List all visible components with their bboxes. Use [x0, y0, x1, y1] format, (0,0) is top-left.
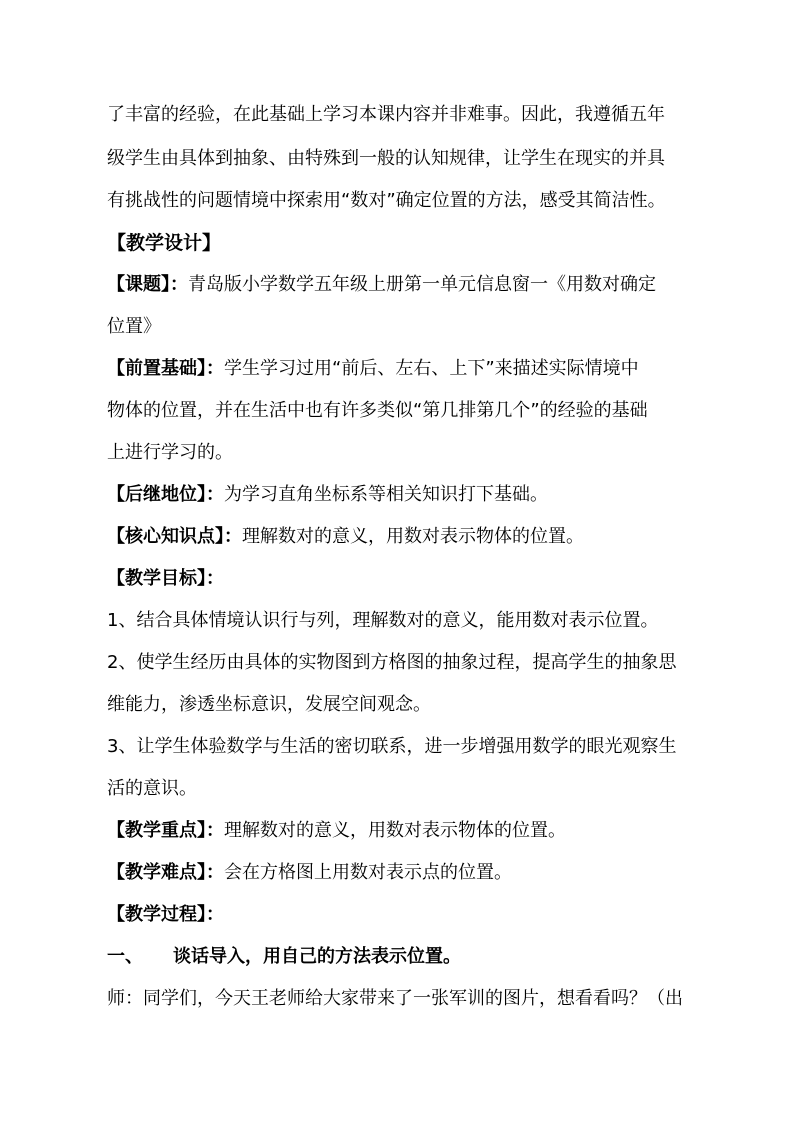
goal-item-2-line-1: 2、使学生经历由具体的实物图到方格图的抽象过程，提高学生的抽象思 [107, 652, 677, 673]
goal-item-3-line-2: 活的意识。 [107, 778, 197, 799]
key-point-line [107, 819, 697, 843]
topic-line-2: 位置》 [107, 316, 161, 337]
intro-line-2: 级学生由具体到抽象、由特殊到一般的认知规律，让学生在现实的并具 [107, 148, 665, 169]
goals-label: 【教学目标】： [107, 568, 224, 589]
intro-line-3: 有挑战性的问题情境中探索用“数对”确定位置的方法，感受其简洁性。 [107, 190, 666, 211]
teacher-line: 师：同学们，今天王老师给大家带来了一张军训的图片，想看看吗？（出 [107, 988, 683, 1009]
topic-text-1: 青岛版小学数学五年级上册第一单元信息窗一《用数对确定 [188, 274, 656, 295]
follow-line [107, 483, 697, 507]
section-title: 【教学设计】 [107, 232, 222, 254]
core-text: 理解数对的意义，用数对表示物体的位置。 [242, 526, 584, 547]
goal-item-3-line-1: 3、让学生体验数学与生活的密切联系，进一步增强用数学的眼光观察生 [107, 736, 677, 757]
difficulty-text: 会在方格图上用数对表示点的位置。 [224, 862, 512, 883]
process-label: 【教学过程】： [107, 904, 224, 925]
intro-line-1: 了丰富的经验，在此基础上学习本课内容并非难事。因此，我遵循五年 [107, 104, 665, 125]
goal-item-2-line-2: 维能力，渗透坐标意识，发展空间观念。 [107, 694, 431, 715]
topic-label: 【课题】： [107, 274, 188, 295]
key-point-text: 理解数对的意义，用数对表示物体的位置。 [224, 820, 566, 841]
prior-label: 【前置基础】： [107, 358, 224, 379]
prior-line-3: 上进行学习的。 [107, 442, 233, 463]
difficulty-line [107, 861, 697, 885]
step-1-title: 谈话导入，用自己的方法表示位置。 [173, 946, 461, 967]
prior-text-1: 学生学习过用“前后、左右、上下”来描述实际情境中 [224, 358, 639, 379]
prior-line-1 [107, 357, 697, 381]
key-point-label: 【教学重点】： [107, 820, 224, 841]
prior-line-2: 物体的位置，并在生活中也有许多类似“第几排第几个”的经验的基础 [107, 400, 648, 421]
topic-line-1 [107, 273, 697, 297]
follow-label: 【后继地位】： [107, 484, 224, 505]
step-1-number: 一、 [107, 946, 143, 967]
core-line [107, 525, 697, 549]
goal-item-1: 1、结合具体情境认识行与列，理解数对的意义，能用数对表示位置。 [107, 610, 659, 631]
follow-text: 为学习直角坐标系等相关知识打下基础。 [224, 484, 548, 505]
difficulty-label: 【教学难点】： [107, 862, 224, 883]
core-label: 【核心知识点】： [107, 526, 242, 547]
step-1-heading [107, 945, 697, 969]
